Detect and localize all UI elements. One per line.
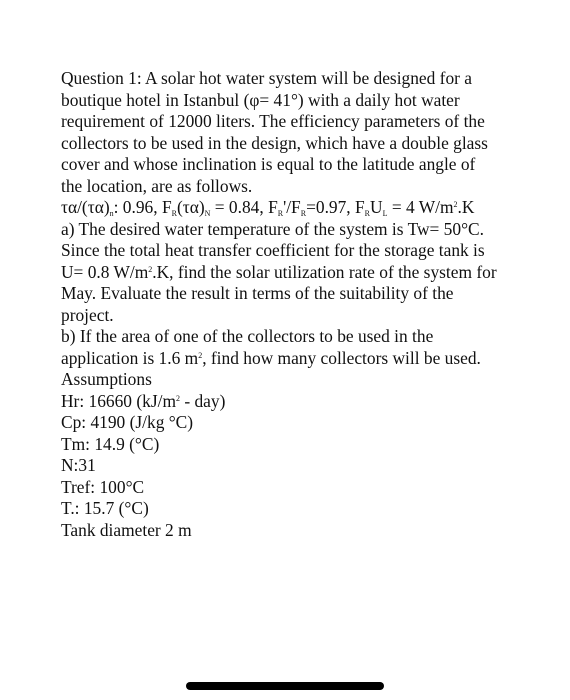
param-fr-ratio-value: =0.97, <box>306 197 355 217</box>
param-fr-ul-subscript-l: L <box>382 209 388 218</box>
part-a-u-post: .K, find the solar utilization rate of the system for <box>152 261 497 282</box>
param-fr-ratio-mid: '/F <box>283 197 301 217</box>
param-ta-ratio-value: : 0.96, <box>113 197 162 217</box>
question-line: requirement of 12000 liters. The efficiency parameters of the <box>61 111 485 131</box>
param-fr-ta-value: = 0.84, <box>210 197 269 217</box>
param-fr-ul-subscript: R <box>364 209 371 218</box>
part-a-u-superscript: 2 <box>148 264 153 274</box>
param-fr-ratio-subscript-2: R <box>300 209 307 218</box>
part-b-area-superscript: 2 <box>198 350 203 360</box>
assumption-hr-post: - day) <box>179 390 226 411</box>
assumption-item: Tm: 14.9 (°C) <box>61 433 160 454</box>
question-line: cover and whose inclination is equal to the latitude angle of <box>61 154 476 174</box>
param-fr-ta-paren: (τα) <box>176 197 205 217</box>
param-ta-ratio-subscript: n <box>109 209 114 218</box>
part-a-u-pre: U= 0.8 W/m <box>61 261 149 282</box>
part-b-area-pre: application is 1.6 m <box>61 347 199 368</box>
param-ta-ratio: τα/(τα) <box>61 197 110 217</box>
param-fr-ul-unit: .K <box>457 197 475 217</box>
param-fr-ta-subscript: R <box>171 209 177 218</box>
part-a-line: Since the total heat transfer coefficient for the storage tank is <box>61 240 485 260</box>
assumption-item: T.: 15.7 (°C) <box>61 498 149 518</box>
question-line: collectors to be used in the design, which have a double glass <box>61 132 488 153</box>
param-fr-ul-mid: U <box>370 197 383 217</box>
part-a-u-line <box>61 262 539 284</box>
home-indicator-bar[interactable] <box>186 682 384 690</box>
param-fr-ta-subscript-n: N <box>204 209 211 218</box>
param-fr-ratio-subscript: R <box>277 209 284 218</box>
param-fr-ul: F <box>355 197 365 217</box>
assumption-hr <box>61 391 539 413</box>
efficiency-parameters-line <box>61 197 539 219</box>
part-b-area-line <box>61 348 539 370</box>
part-a-line: project. <box>61 304 114 325</box>
part-a-line: a) The desired water temperature of the system is Tw= 50°C. <box>61 218 484 239</box>
assumption-item: Cp: 4190 (J/kg °C) <box>61 412 194 432</box>
question-line: Question 1: A solar hot water system will be designed for a <box>61 68 473 88</box>
assumption-hr-pre: Hr: 16660 (kJ/m <box>61 390 176 411</box>
param-fr-ul-value: = 4 W/m <box>387 197 454 217</box>
assumptions-heading: Assumptions <box>61 369 152 389</box>
param-fr-ratio: F <box>268 197 278 217</box>
question-line: boutique hotel in Istanbul (φ= 41°) with a daily hot water <box>61 89 460 110</box>
param-fr-ta: F <box>161 197 172 217</box>
assumption-hr-superscript: 2 <box>175 393 180 403</box>
part-b-line: b) If the area of one of the collectors to be used in the <box>61 326 434 346</box>
question-document <box>61 68 539 541</box>
part-a-line: May. Evaluate the result in terms of the suitability of the <box>61 283 454 303</box>
assumption-item: N:31 <box>61 455 96 475</box>
param-fr-ul-superscript: 2 <box>453 200 458 209</box>
assumption-item: Tref: 100°C <box>61 476 145 497</box>
part-b-area-post: , find how many collectors will be used. <box>202 347 481 368</box>
assumption-item: Tank diameter 2 m <box>61 519 192 540</box>
question-line: the location, are as follows. <box>61 175 253 196</box>
